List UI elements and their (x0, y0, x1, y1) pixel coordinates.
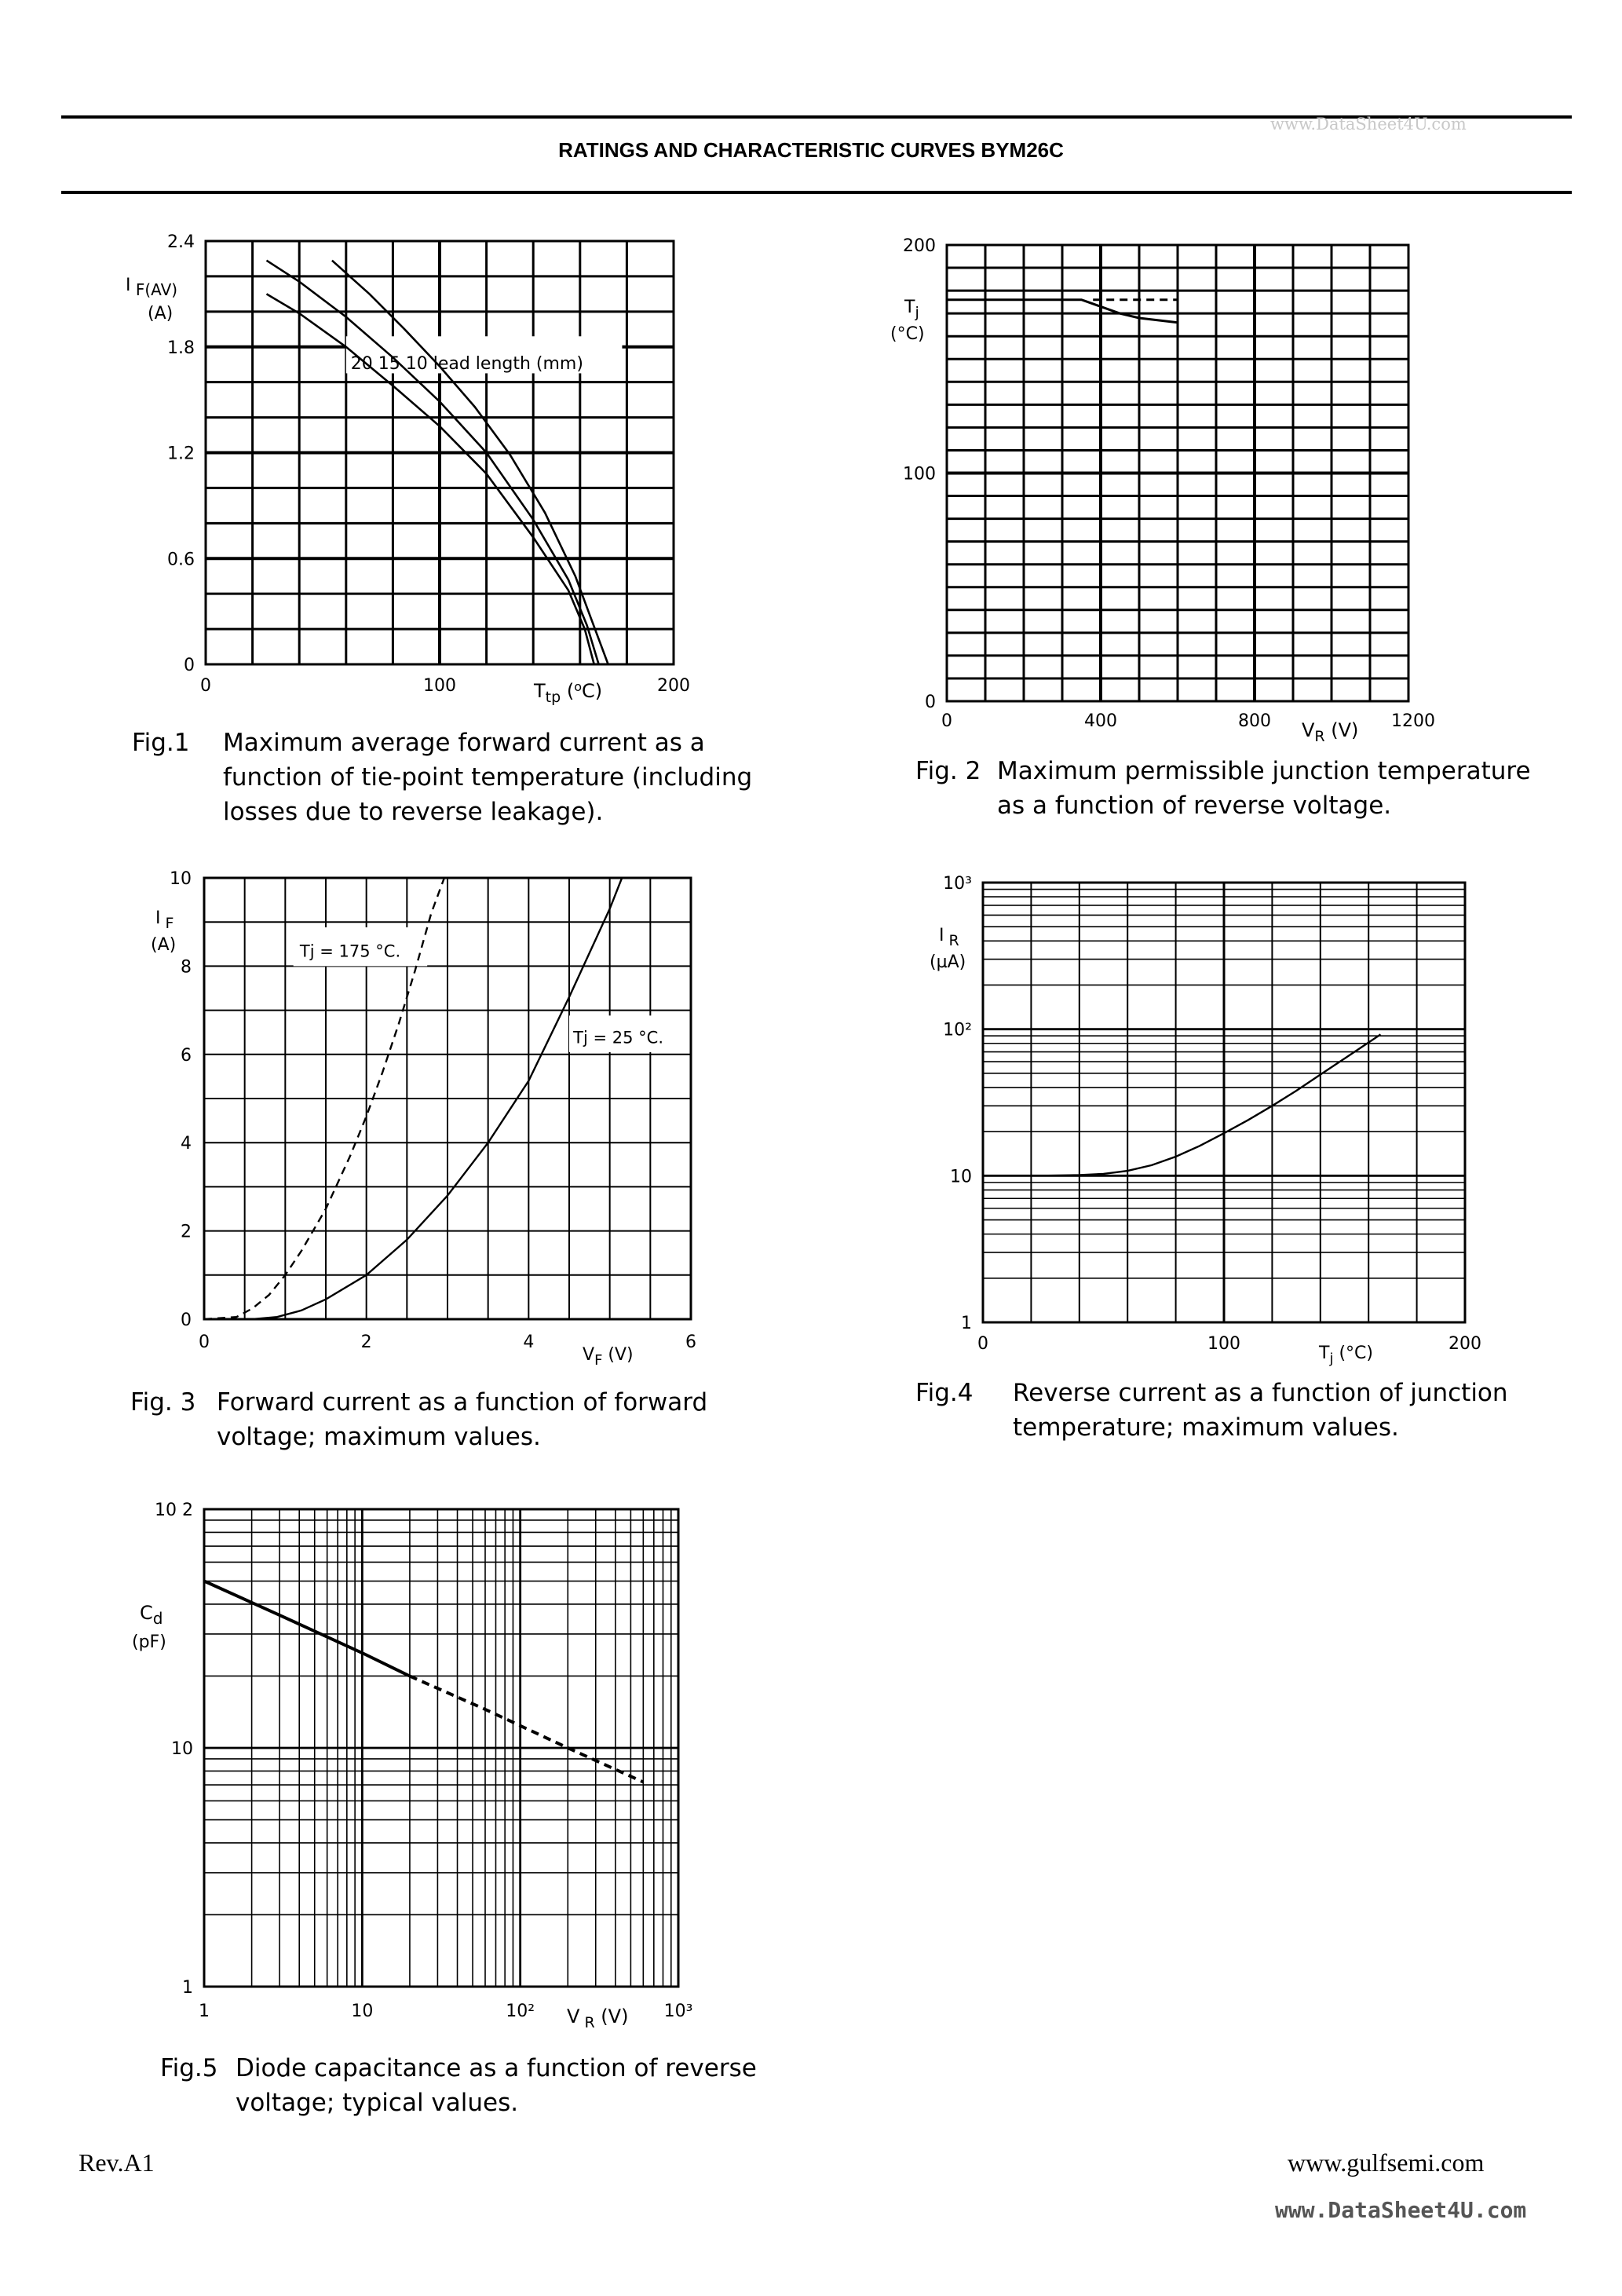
fig3-caption-number: Fig. 3 (130, 1388, 196, 1417)
fig1-y-tick-label: 0 (184, 656, 195, 675)
fig4-x-axis-label: $T_j$ (°C) (1319, 1344, 1373, 1367)
fig4-y-axis-label: I R (µA) (930, 926, 966, 972)
fig4-y-tick-label: 1 (961, 1314, 972, 1333)
fig5-x-tick-label: 10² (506, 2002, 535, 2021)
fig3-x-axis-label: $V_F$ (V) (583, 1345, 634, 1369)
fig2-caption-text: Maximum permissible junction temperature as a function of reverse voltage. (997, 757, 1531, 820)
fig3-y-tick-label: 10 (170, 869, 192, 889)
fig5-series-1 (204, 1581, 410, 1676)
revision-label: Rev.A1 (79, 2148, 155, 2177)
fig2-x-tick-label: 0 (941, 711, 952, 731)
fig2-y-tick-label: 0 (925, 693, 936, 712)
fig4-y-tick-label: 10³ (943, 874, 972, 894)
fig5-y-tick-label: 10 (171, 1739, 193, 1759)
fig3-annotation-175: Tj = 175 °C. (299, 941, 401, 961)
fig1-y-axis-label: I F(AV) (A) (126, 276, 178, 324)
fig2-x-axis-label: $V_R$ (V) (1302, 719, 1359, 745)
fig3-x-tick-label: 4 (523, 1333, 535, 1352)
fig5-x-tick-label: 10 (351, 2002, 374, 2021)
fig3-x-tick-label: 0 (199, 1333, 210, 1352)
fig1-x-tick-label: 100 (423, 676, 456, 696)
fig4-y-tick-label: 10² (943, 1020, 972, 1040)
fig5-y-tick-label: 10 2 (155, 1501, 193, 1520)
fig2-y-tick-label: 100 (903, 464, 936, 484)
fig1-annotation: 20 15 10 lead length (mm) (350, 353, 583, 374)
fig2-caption-number: Fig. 2 (915, 757, 981, 785)
fig5-x-tick-label: 1 (199, 2002, 210, 2021)
fig1-caption-number: Fig.1 (132, 729, 190, 757)
fig1-caption-text: Maximum average forward current as a function of tie-point temperature (including losses due to reverse leakage). (223, 729, 753, 826)
website-link[interactable]: www.gulfsemi.com (1288, 2148, 1485, 2177)
fig1-x-axis-label: $T_{tp}$ ($^o$C) (534, 679, 603, 706)
fig5-caption-text: Diode capacitance as a function of reverse voltage; typical values. (236, 2054, 757, 2117)
fig3-y-tick-label: 0 (181, 1311, 192, 1330)
fig4-y-tick-label: 10 (950, 1167, 972, 1187)
fig4-x-tick-label: 200 (1448, 1334, 1481, 1354)
fig3-y-tick-label: 6 (181, 1045, 192, 1066)
fig4-x-tick-label: 0 (977, 1334, 988, 1354)
fig3-y-tick-label: 4 (181, 1134, 192, 1154)
fig4-caption-text: Reverse current as a function of junction temperature; maximum values. (1013, 1379, 1508, 1442)
page-title: RATINGS AND CHARACTERISTIC CURVES BYM26C (558, 138, 1064, 162)
fig5-y-tick-label: 1 (182, 1978, 193, 1998)
fig1-x-tick-label: 0 (200, 676, 211, 696)
fig1-y-tick-label: 0.6 (167, 550, 195, 570)
fig2-y-tick-label: 200 (903, 236, 936, 256)
fig3-y-axis-label: I F (A) (151, 909, 177, 955)
fig2-x-tick-label: 1200 (1391, 711, 1435, 731)
fig3-x-tick-label: 6 (685, 1333, 696, 1352)
watermark-bottom: www.DataSheet4U.com (1275, 2197, 1527, 2223)
fig3-y-tick-label: 8 (181, 957, 192, 978)
fig4-caption-number: Fig.4 (915, 1379, 974, 1407)
fig3-caption-text: Forward current as a function of forward voltage; maximum values. (217, 1388, 708, 1451)
fig2-y-axis-label: Tj (°C) (890, 298, 925, 344)
fig5-series-2 (410, 1676, 643, 1782)
fig1-x-tick-label: 200 (657, 676, 690, 696)
fig1-y-tick-label: 1.8 (167, 338, 195, 358)
fig5-y-axis-label: $C_d$ (pF) (132, 1602, 166, 1652)
fig1-y-tick-label: 2.4 (167, 232, 195, 252)
fig5-x-axis-label: V $_R$ (V) (567, 2005, 629, 2031)
fig4-x-tick-label: 100 (1207, 1334, 1240, 1354)
fig3-y-tick-label: 2 (181, 1222, 192, 1242)
fig2-x-tick-label: 400 (1084, 711, 1117, 731)
fig2-x-tick-label: 800 (1238, 711, 1271, 731)
fig3-x-tick-label: 2 (360, 1333, 372, 1352)
fig3-annotation-25: Tj = 25 °C. (573, 1028, 664, 1047)
watermark-top: www.DataSheet4U.com (1270, 115, 1467, 133)
fig5-caption-number: Fig.5 (160, 2054, 218, 2082)
fig5-x-tick-label: 10³ (663, 2002, 693, 2021)
fig1-y-tick-label: 1.2 (167, 444, 195, 464)
